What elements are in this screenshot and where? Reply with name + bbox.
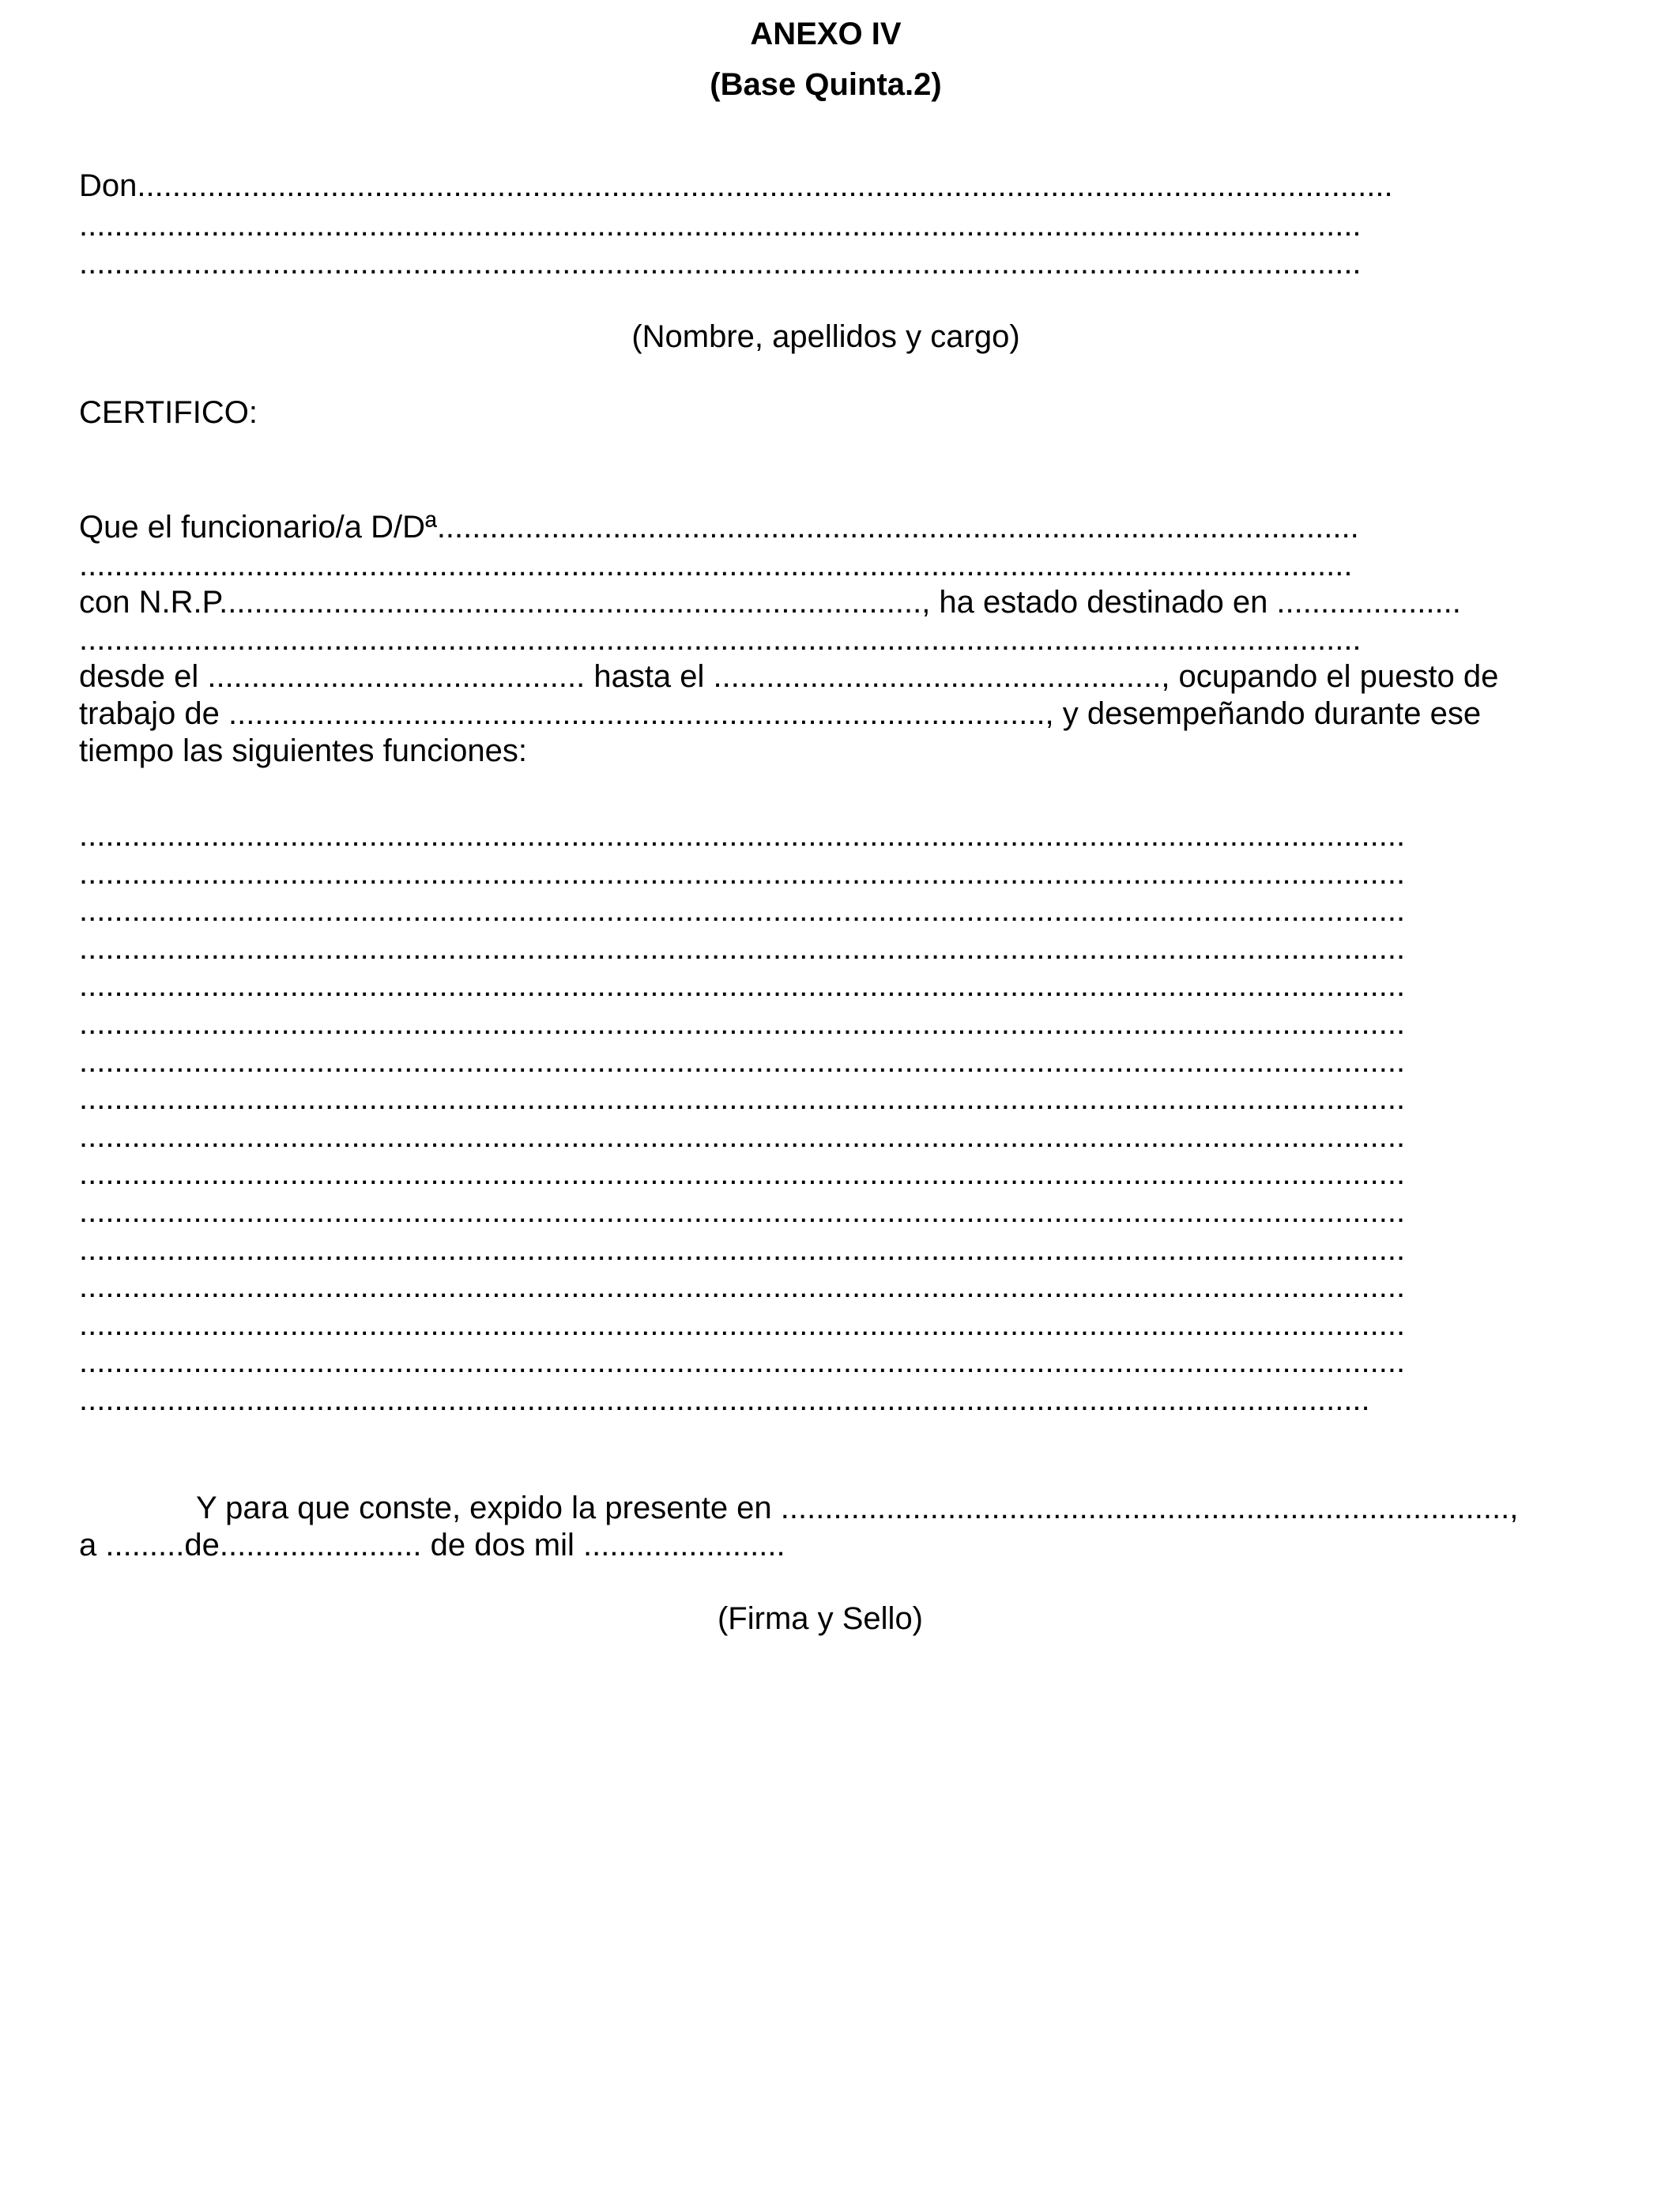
document-title: ANEXO IV [750,17,902,51]
functions-line: ....................................................................................................................................................... [79,1194,1406,1229]
body-line-6: trabajo de ............................................................................................., y desempeñando durante ese [79,696,1482,731]
functions-line: ....................................................................................................................................................... [79,1006,1406,1041]
functions-line: ....................................................................................................................................................... [79,1044,1406,1079]
document-subtitle: (Base Quinta.2) [710,67,942,102]
functions-line: ....................................................................................................................................................... [79,931,1406,966]
body-line-3: con N.R.P................................................................................, ha estado destinado en ..................... [79,585,1461,620]
name-caption: (Nombre, apellidos y cargo) [631,319,1020,354]
body-line-1: Que el funcionario/a D/Dª......................................................................................................... [79,510,1359,545]
functions-line: ....................................................................................................................................................... [79,1156,1406,1191]
functions-line: ................................................................................................................................................... [79,1382,1370,1417]
closing-line-2: a .........de....................... de dos mil ....................... [79,1528,785,1563]
functions-line: ....................................................................................................................................................... [79,1119,1406,1154]
name-line-2: .................................................................................................................................................. [79,208,1362,243]
functions-line: ....................................................................................................................................................... [79,1081,1406,1116]
name-line-3: .................................................................................................................................................. [79,246,1362,281]
functions-line: ....................................................................................................................................................... [79,1269,1406,1304]
signature-caption: (Firma y Sello) [717,1601,924,1636]
body-line-2: ................................................................................................................................................. [79,548,1353,582]
functions-line: ....................................................................................................................................................... [79,856,1406,891]
functions-line: ....................................................................................................................................................... [79,818,1406,853]
functions-line: ....................................................................................................................................................... [79,1307,1406,1342]
closing-line-1: Y para que conste, expido la presente en ..................................................................................., [196,1491,1519,1525]
certifico-label: CERTIFICO: [79,395,258,430]
functions-line: ....................................................................................................................................................... [79,1232,1406,1267]
body-line-7: tiempo las siguientes funciones: [79,733,527,768]
functions-line: ....................................................................................................................................................... [79,968,1406,1003]
body-line-4: .................................................................................................................................................. [79,622,1362,657]
body-line-5: desde el ........................................... hasta el ..................................................., ocupando el puesto de [79,659,1499,694]
name-line-1: Don............................................................................................................................................... [79,168,1393,203]
functions-line: ....................................................................................................................................................... [79,1344,1406,1379]
functions-line: ....................................................................................................................................................... [79,893,1406,928]
